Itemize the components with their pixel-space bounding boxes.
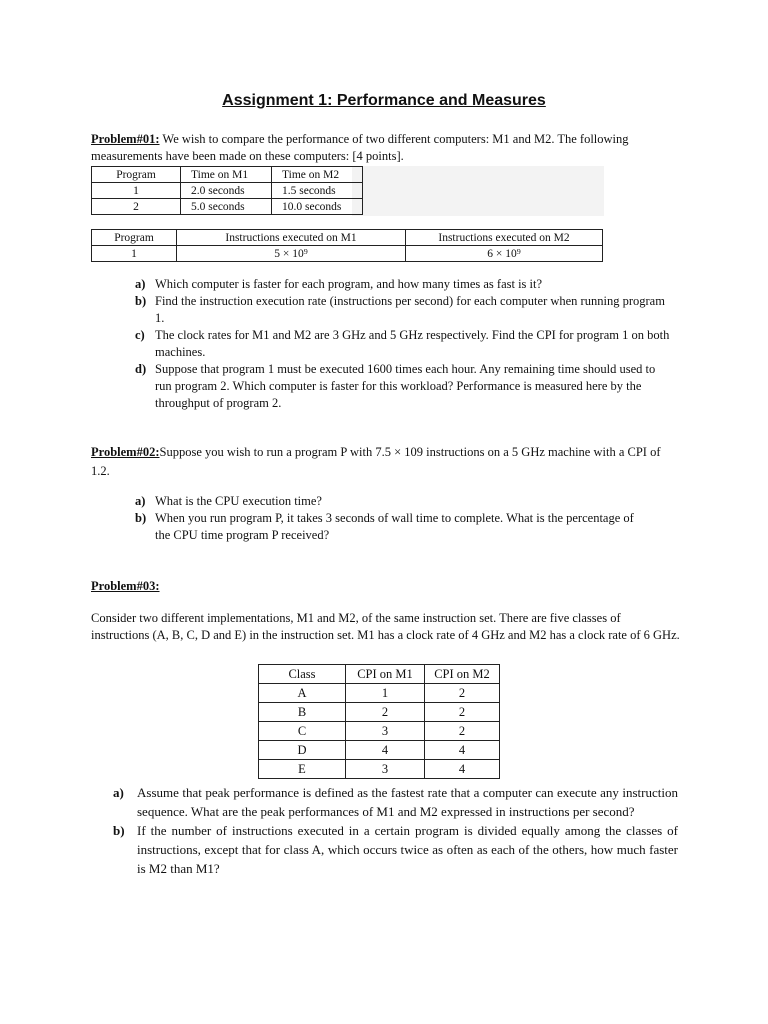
table-header-row (92, 230, 603, 246)
table-row (259, 760, 500, 779)
table-cell: 2 (425, 684, 500, 703)
problem3-intro: Consider two different implementations, M1 and M2, of the same instruction set. There are five classes of instructions (A, B, C, D and E) in the instruction set. M1 has a clock rate of 4 GHz and M2 has a clock rate of 6 GHz. (91, 611, 680, 642)
table-cell: 3 (346, 722, 425, 741)
table-cell: 5.0 seconds (181, 199, 272, 215)
table-row (259, 741, 500, 760)
table-header-row (92, 167, 363, 183)
table-header: Program (92, 167, 181, 183)
problem2-questions (135, 493, 635, 544)
page-title: Assignment 1: Performance and Measures (222, 92, 546, 109)
instructions-table (91, 229, 603, 262)
problem3-heading (91, 578, 681, 595)
problem3-questions (113, 783, 678, 878)
table-row (92, 183, 363, 199)
table-header: CPI on M1 (346, 665, 425, 684)
table-cell: A (259, 684, 346, 703)
problem1-intro (91, 131, 681, 165)
table-cell: 2 (92, 199, 181, 215)
table-header: Time on M2 (272, 167, 363, 183)
problem1-text: We wish to compare the performance of two different computers: M1 and M2. The following measurements have been made on these computers: [4 points]. (91, 132, 629, 163)
table-header-row (259, 665, 500, 684)
table-cell: 10.0 seconds (272, 199, 363, 215)
list-item: a) Assume that peak performance is defined as the fastest rate that a computer can execute any instruction sequence. What are the peak performances of M1 and M2 expressed in instructions per second? (113, 785, 678, 819)
table-cell: 4 (425, 741, 500, 760)
table-header: Instructions executed on M1 (177, 230, 406, 246)
problem2-label: Problem#02: (91, 445, 160, 459)
table-cell: 2 (425, 722, 500, 741)
table-cell: 3 (346, 760, 425, 779)
table-row (92, 246, 603, 262)
table-header: CPI on M2 (425, 665, 500, 684)
table-cell: C (259, 722, 346, 741)
table-cell: 2 (346, 703, 425, 722)
table-cell: 1 (346, 684, 425, 703)
table-cell: 1 (92, 183, 181, 199)
table-cell: 4 (425, 760, 500, 779)
table-cell: 2.0 seconds (181, 183, 272, 199)
list-item: a) What is the CPU execution time? (135, 494, 322, 508)
problem2-intro (91, 443, 681, 481)
table-cell: 4 (346, 741, 425, 760)
table-cell: 5 × 10⁹ (177, 246, 406, 262)
table-header: Program (92, 230, 177, 246)
problem2-text: Suppose you wish to run a program P with 7.5 × 109 instructions on a 5 GHz machine with a CPI of 1.2. (91, 445, 661, 478)
table-cell: B (259, 703, 346, 722)
problem1-questions (135, 276, 675, 412)
table-shade (352, 166, 604, 216)
table-header: Instructions executed on M2 (406, 230, 603, 246)
list-item: b) When you run program P, it takes 3 seconds of wall time to complete. What is the percentage of the CPU time program P received? (135, 511, 634, 542)
table-row (259, 684, 500, 703)
table-row (92, 199, 363, 215)
list-item: d) Suppose that program 1 must be executed 1600 times each hour. Any remaining time should used to run program 2. Which computer is faster for this workload? Performance is measured here by the throughput of program 2. (135, 362, 656, 410)
table-cell: 6 × 10⁹ (406, 246, 603, 262)
table-row (259, 722, 500, 741)
time-table (91, 166, 363, 215)
list-item: b) If the number of instructions executed in a certain program is divided equally among the classes of instructions, except that for class A, which occurs twice as often as each of the others, how much faster is M2 than M1? (113, 823, 678, 876)
table-cell: E (259, 760, 346, 779)
cpi-table (258, 664, 500, 779)
problem1-label: Problem#01: (91, 132, 160, 146)
table-cell: D (259, 741, 346, 760)
problem3-label: Problem#03: (91, 579, 160, 593)
table-row (259, 703, 500, 722)
table-cell: 2 (425, 703, 500, 722)
list-item: b) Find the instruction execution rate (instructions per second) for each computer when running program 1. (135, 294, 665, 325)
table-cell: 1 (92, 246, 177, 262)
table-header: Class (259, 665, 346, 684)
table-cell: 1.5 seconds (272, 183, 363, 199)
list-item: c) The clock rates for M1 and M2 are 3 GHz and 5 GHz respectively. Find the CPI for program 1 on both machines. (135, 328, 670, 359)
table-header: Time on M1 (181, 167, 272, 183)
list-item: a) Which computer is faster for each program, and how many times as fast is it? (135, 277, 543, 291)
